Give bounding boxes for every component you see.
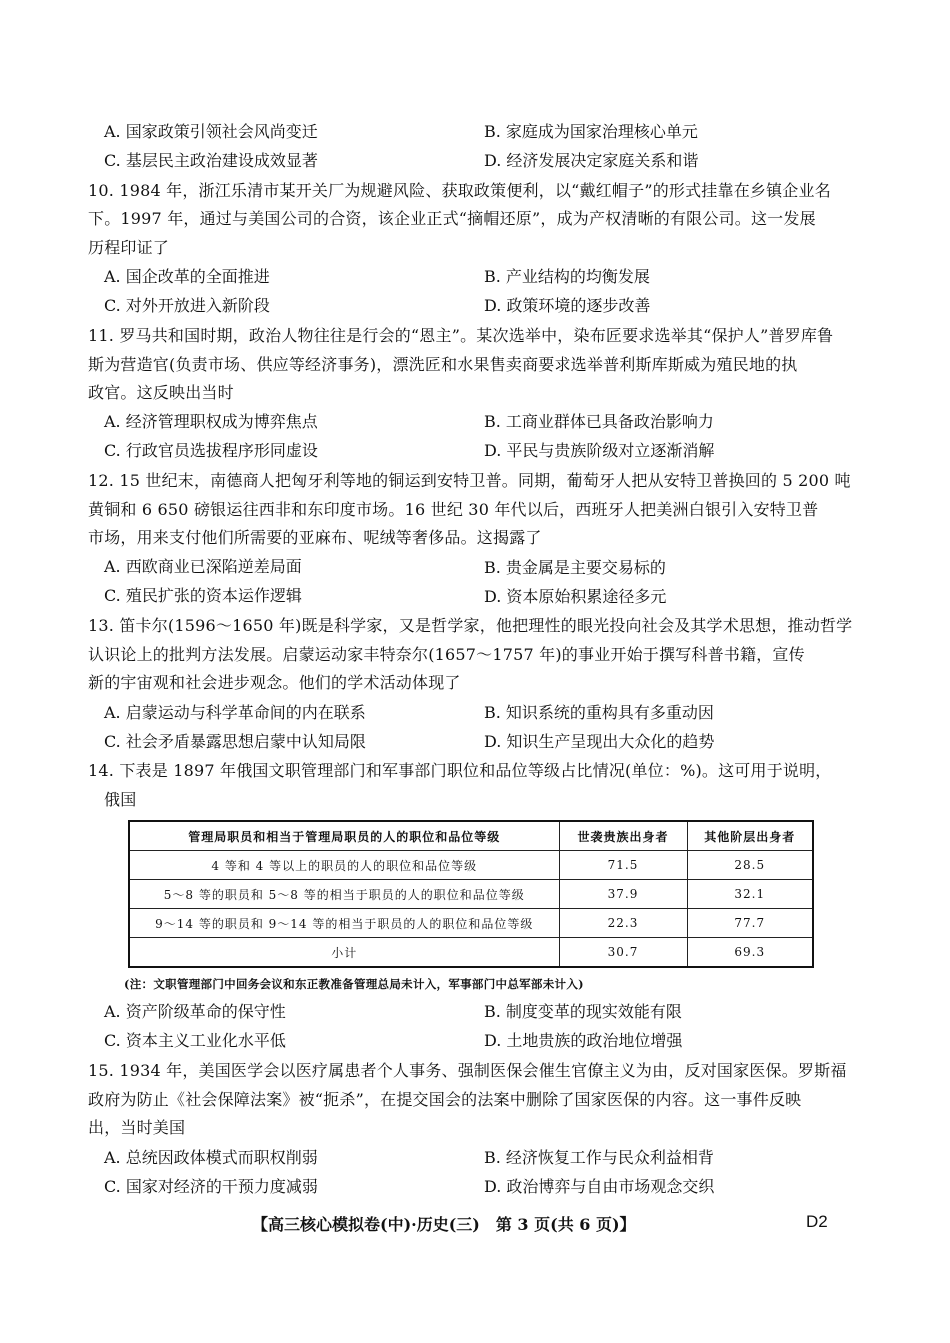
rank-origin-table bbox=[128, 820, 814, 968]
q10-option-c: C. 对外开放进入新阶段 bbox=[104, 296, 270, 315]
q13-option-c: C. 社会矛盾暴露思想启蒙中认知局限 bbox=[104, 732, 366, 751]
q11-stem-line: 11. 罗马共和国时期，政治人物往往是行会的“恩主”。某次选举中，染布匠要求选举其“保护人”普罗库鲁 bbox=[88, 326, 834, 345]
table-cell: 5～8 等的职员和 5～8 等的相当于职员的人的职位和品位等级 bbox=[129, 880, 559, 909]
q10-stem-line: 历程印证了 bbox=[88, 238, 170, 257]
table-cell: 37.9 bbox=[559, 880, 687, 909]
table-note: (注：文职管理部门中回务会议和东正教准备管理总局未计入，军事部门中总军部未计入) bbox=[124, 977, 584, 991]
table-header-cell: 管理局职员和相当于管理局职员的人的职位和品位等级 bbox=[129, 821, 559, 851]
q11-option-a: A. 经济管理职权成为博弈焦点 bbox=[104, 412, 318, 431]
q11-option-c: C. 行政官员选拔程序形同虚设 bbox=[104, 441, 318, 460]
table-cell: 71.5 bbox=[559, 851, 687, 880]
table-row bbox=[129, 909, 813, 938]
table-row bbox=[129, 938, 813, 968]
q13-option-d: D. 知识生产呈现出大众化的趋势 bbox=[484, 732, 715, 751]
q15-option-d: D. 政治博弈与自由市场观念交织 bbox=[484, 1177, 715, 1196]
table-row bbox=[129, 851, 813, 880]
q12-option-a: A. 西欧商业已深陷逆差局面 bbox=[104, 557, 302, 576]
table-cell: 9～14 等的职员和 9～14 等的相当于职员的人的职位和品位等级 bbox=[129, 909, 559, 938]
table-header-cell: 其他阶层出身者 bbox=[687, 821, 813, 851]
q14-option-b: B. 制度变革的现实效能有限 bbox=[484, 1002, 682, 1021]
q15-stem-line: 出，当时美国 bbox=[88, 1118, 186, 1137]
q9-option-d: D. 经济发展决定家庭关系和谐 bbox=[484, 151, 699, 170]
q13-option-a: A. 启蒙运动与科学革命间的内在联系 bbox=[104, 703, 366, 722]
q12-stem-line: 12. 15 世纪末，南德商人把匈牙利等地的铜运到安特卫普。同期，葡萄牙人把从安特卫普换回的 5 200 吨 bbox=[88, 471, 851, 490]
q14-option-a: A. 资产阶级革命的保守性 bbox=[104, 1002, 286, 1021]
q14-stem-line: 14. 下表是 1897 年俄国文职管理部门和军事部门职位和品位等级占比情况(单位：%)。这可用于说明， bbox=[88, 761, 832, 780]
q12-option-d: D. 资本原始积累途径多元 bbox=[484, 587, 667, 606]
table-header-cell: 世袭贵族出身者 bbox=[559, 821, 687, 851]
q10-option-a: A. 国企改革的全面推进 bbox=[104, 267, 270, 286]
q9-option-c: C. 基层民主政治建设成效显著 bbox=[104, 151, 318, 170]
q10-stem-line: 10. 1984 年，浙江乐清市某开关厂为规避风险、获取政策便利，以“戴红帽子”的形式挂靠在乡镇企业名 bbox=[88, 181, 831, 200]
q12-stem-line: 市场，用来支付他们所需要的亚麻布、呢绒等奢侈品。这揭露了 bbox=[88, 528, 542, 547]
q15-stem-line: 15. 1934 年，美国医学会以医疗属患者个人事务、强制医保会催生官僚主义为由，反对国家医保。罗斯福 bbox=[88, 1061, 847, 1080]
q10-stem-line: 下。1997 年，通过与美国公司的合资，该企业正式“摘帽还原”，成为产权清晰的有限公司。这一发展 bbox=[88, 209, 816, 228]
page-footer: 【高三核心模拟卷(中)·历史(三) 第 3 页(共 6 页)】 bbox=[252, 1215, 636, 1234]
paper-code: D2 bbox=[806, 1212, 828, 1231]
q11-stem-line: 斯为营造官(负责市场、供应等经济事务)，漂洗匠和水果售卖商要求选举普利斯库斯威为殖民地的执 bbox=[88, 355, 798, 374]
table-cell: 小计 bbox=[129, 938, 559, 968]
table-cell: 69.3 bbox=[687, 938, 813, 968]
q14-option-c: C. 资本主义工业化水平低 bbox=[104, 1031, 286, 1050]
q12-option-c: C. 殖民扩张的资本运作逻辑 bbox=[104, 586, 302, 605]
q13-stem-line: 认识论上的批判方法发展。启蒙运动家丰特奈尔(1657～1757 年)的事业开始于撰写科普书籍，宣传 bbox=[88, 645, 805, 664]
q11-option-d: D. 平民与贵族阶级对立逐渐消解 bbox=[484, 441, 715, 460]
table-cell: 28.5 bbox=[687, 851, 813, 880]
q15-option-c: C. 国家对经济的干预力度减弱 bbox=[104, 1177, 318, 1196]
q15-option-a: A. 总统因政体模式而职权削弱 bbox=[104, 1148, 318, 1167]
q14-stem-line: 俄国 bbox=[104, 790, 137, 809]
q9-option-a: A. 国家政策引领社会风尚变迁 bbox=[104, 122, 318, 141]
table-cell: 77.7 bbox=[687, 909, 813, 938]
q13-stem-line: 新的宇宙观和社会进步观念。他们的学术活动体现了 bbox=[88, 673, 461, 692]
q13-option-b: B. 知识系统的重构具有多重动因 bbox=[484, 703, 714, 722]
q11-stem-line: 政官。这反映出当时 bbox=[88, 383, 234, 402]
q12-stem-line: 黄铜和 6 650 磅银运往西非和东印度市场。16 世纪 30 年代以后，西班牙人把美洲白银引入安特卫普 bbox=[88, 500, 819, 519]
table-cell: 32.1 bbox=[687, 880, 813, 909]
q11-option-b: B. 工商业群体已具备政治影响力 bbox=[484, 412, 714, 431]
table-header-row bbox=[129, 821, 813, 851]
q13-stem-line: 13. 笛卡尔(1596～1650 年)既是科学家，又是哲学家，他把理性的眼光投向社会及其学术思想，推动哲学 bbox=[88, 616, 853, 635]
q15-option-b: B. 经济恢复工作与民众利益相背 bbox=[484, 1148, 714, 1167]
q15-stem-line: 政府为防止《社会保障法案》被“扼杀”，在提交国会的法案中删除了国家医保的内容。这一事件反映 bbox=[88, 1090, 802, 1109]
q9-option-b: B. 家庭成为国家治理核心单元 bbox=[484, 122, 698, 141]
table-row bbox=[129, 880, 813, 909]
table-cell: 30.7 bbox=[559, 938, 687, 968]
q12-option-b: B. 贵金属是主要交易标的 bbox=[484, 558, 666, 577]
q10-option-b: B. 产业结构的均衡发展 bbox=[484, 267, 650, 286]
table-cell: 22.3 bbox=[559, 909, 687, 938]
table-cell: 4 等和 4 等以上的职员的人的职位和品位等级 bbox=[129, 851, 559, 880]
q10-option-d: D. 政策环境的逐步改善 bbox=[484, 296, 651, 315]
q14-option-d: D. 土地贵族的政治地位增强 bbox=[484, 1031, 683, 1050]
